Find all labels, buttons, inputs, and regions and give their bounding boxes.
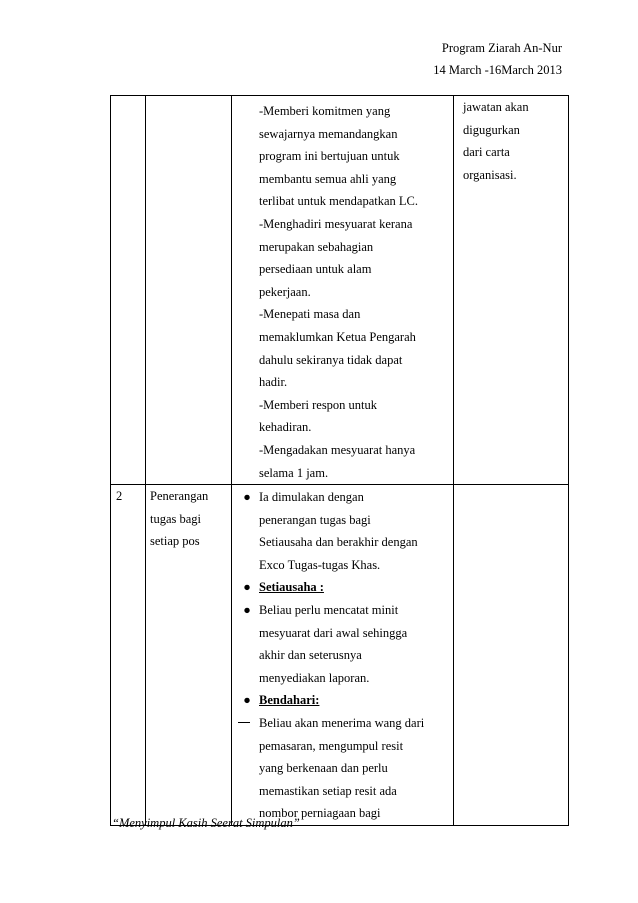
bullet-item <box>232 486 453 576</box>
text-line: merupakan sebahagian <box>259 239 374 254</box>
number-cell <box>111 96 146 485</box>
bendahari-heading: Bendahari: <box>259 693 320 708</box>
text-line: Ia dimulakan dengan <box>259 490 364 505</box>
description-cell <box>232 485 454 826</box>
text-line: hadir. <box>259 375 288 390</box>
text-line: sewajarnya memandangkan <box>259 126 398 141</box>
text-line: dahulu sekiranya tidak dapat <box>259 352 403 367</box>
text-line: nombor perniagaan bagi <box>259 806 381 821</box>
program-dates: 14 March -16March 2013 <box>433 63 562 77</box>
notes-cell <box>454 96 569 485</box>
notes-cell <box>454 485 569 826</box>
item-cell <box>146 96 232 485</box>
text-line: -Memberi komitmen yang <box>259 104 391 118</box>
bullet-icon: ● <box>243 580 251 595</box>
text-line: organisasi. <box>463 167 517 182</box>
description-cell <box>232 96 454 485</box>
text-line: pemasaran, mengumpul resit <box>259 738 404 753</box>
dash-item <box>232 712 453 825</box>
text-line: memastikan setiap resit ada <box>259 783 397 798</box>
text-line: Setiausaha dan berakhir dengan <box>259 535 418 550</box>
text-line: Exco Tugas-tugas Khas. <box>259 557 381 572</box>
text-line: dari carta <box>463 145 510 160</box>
bullet-item <box>232 689 453 712</box>
bullet-icon: ● <box>243 603 251 618</box>
text-line: setiap pos <box>150 534 200 549</box>
setiausaha-heading: Setiausaha : <box>259 580 324 595</box>
text-line: -Menepati masa dan <box>259 307 361 322</box>
text-line: Beliau akan menerima wang dari <box>259 716 425 731</box>
program-title: Program Ziarah An-Nur <box>441 41 562 55</box>
text-line: pekerjaan. <box>259 284 311 299</box>
text-line: -Memberi respon untuk <box>259 397 378 412</box>
text-line: -Menghadiri mesyuarat kerana <box>259 216 413 231</box>
item-cell <box>146 485 232 826</box>
text-line: memaklumkan Ketua Pengarah <box>259 329 416 344</box>
text-line: mesyuarat dari awal sehingga <box>259 625 408 640</box>
table-row <box>111 485 569 826</box>
text-line: jawatan akan <box>463 100 529 114</box>
bullet-item <box>232 599 453 689</box>
text-line: program ini bertujuan untuk <box>259 149 400 164</box>
bullet-icon: ● <box>243 693 251 708</box>
text-line: terlibat untuk mendapatkan LC. <box>259 194 418 209</box>
page-footer: “Menyimpul Kasih Seerat Simpulan” <box>112 816 300 830</box>
text-line: penerangan tugas bagi <box>259 512 371 527</box>
text-line: akhir dan seterusnya <box>259 648 362 663</box>
row-number: 2 <box>116 489 123 504</box>
bullet-icon: ● <box>243 490 251 505</box>
dash-icon <box>238 722 250 723</box>
page-header <box>433 37 562 81</box>
text-line: digugurkan <box>463 122 520 137</box>
text-line: persediaan untuk alam <box>259 262 372 277</box>
bullet-item <box>232 576 453 599</box>
text-line: yang berkenaan dan perlu <box>259 761 388 776</box>
text-line: tugas bagi <box>150 511 202 526</box>
number-cell <box>111 485 146 826</box>
text-line: -Mengadakan mesyuarat hanya <box>259 442 416 457</box>
text-line: menyediakan laporan. <box>259 670 370 685</box>
text-line: selama 1 jam. <box>259 465 329 480</box>
text-line: membantu semua ahli yang <box>259 171 397 186</box>
text-line: Penerangan <box>150 489 209 504</box>
text-line: kehadiran. <box>259 420 312 435</box>
text-line: Beliau perlu mencatat minit <box>259 603 399 618</box>
table-row <box>111 96 569 485</box>
task-table <box>110 95 569 826</box>
